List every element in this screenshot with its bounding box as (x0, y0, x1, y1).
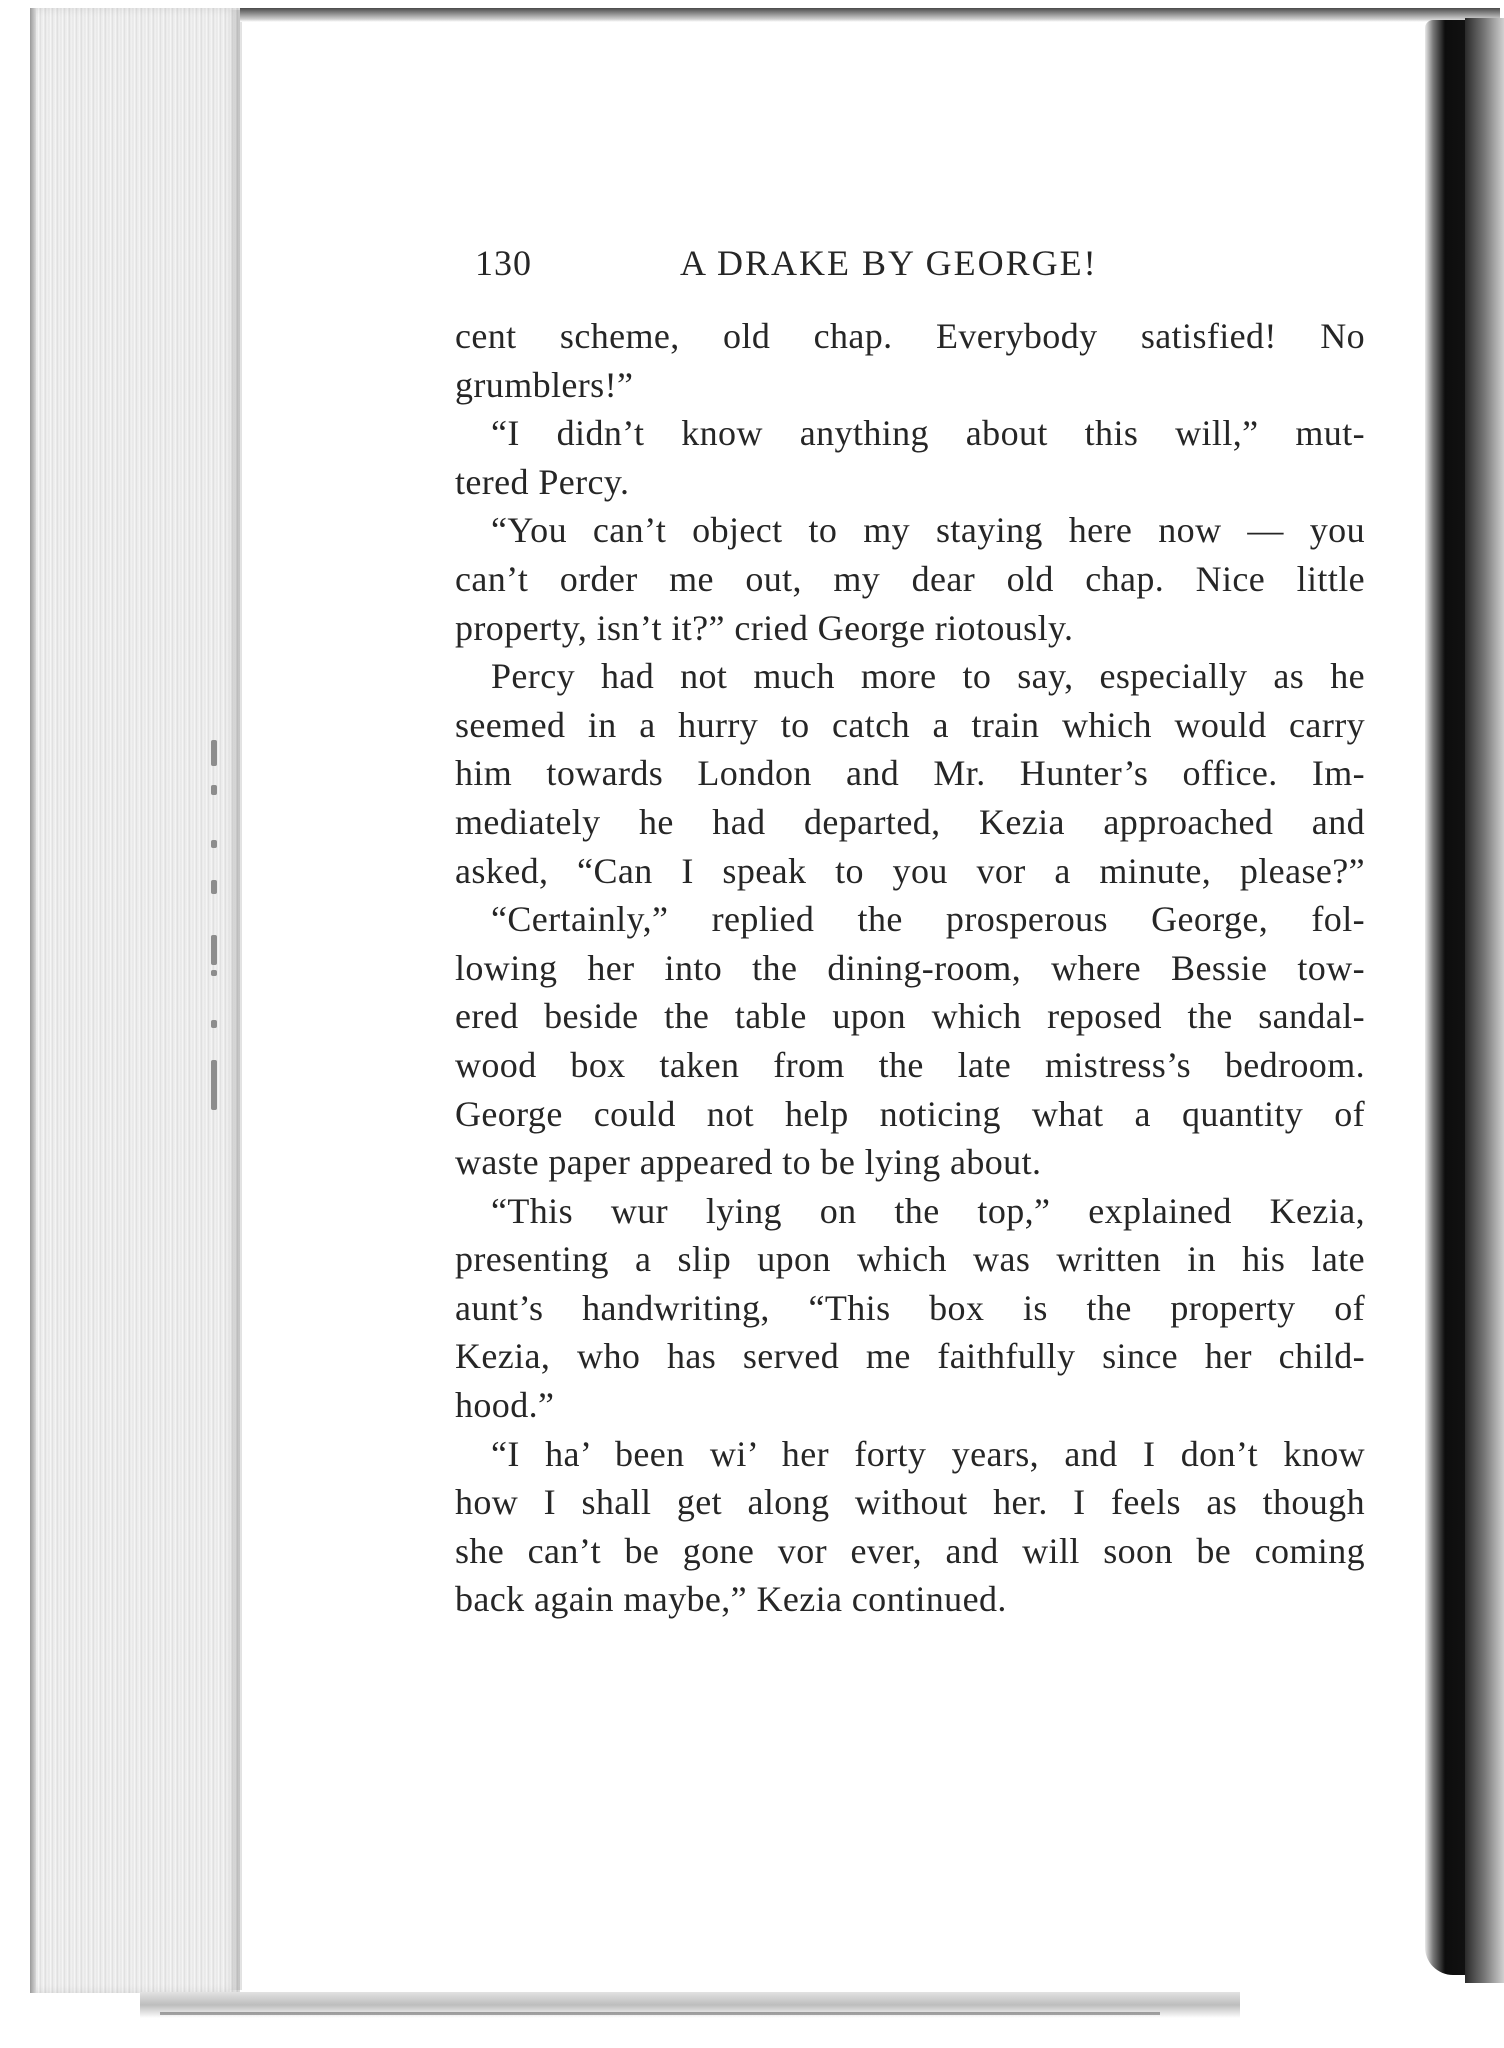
page-edge-marks (205, 730, 229, 1150)
text-line: cent scheme, old chap. Everybody satisfied! No (455, 316, 1365, 356)
paragraph (455, 652, 1365, 895)
text-line: lowing her into the dining-room, where Bessie tow- (455, 947, 1365, 988)
bottom-edge-line (160, 2012, 1160, 2015)
paragraph (455, 1430, 1365, 1624)
text-line: wood box taken from the late mistress’s bedroom. (455, 1044, 1365, 1085)
text-line: hood.” (455, 1385, 555, 1426)
paragraph (455, 312, 1365, 409)
text-line: asked, “Can I speak to you vor a minute, please?” (455, 850, 1365, 891)
text-line: presenting a slip upon which was written in his late (455, 1239, 1365, 1280)
book-left-edge (30, 8, 36, 1993)
gutter-shadow (228, 10, 242, 1990)
running-title: A DRAKE BY GEORGE! (680, 243, 1098, 283)
paragraph (455, 409, 1365, 506)
paragraph (455, 506, 1365, 652)
text-line: she can’t be gone vor ever, and will soon be coming (455, 1530, 1365, 1571)
page-text-block (455, 228, 1365, 1624)
text-line: George could not help noticing what a quantity of (455, 1093, 1365, 1134)
text-line: can’t order me out, my dear old chap. Nice little (455, 558, 1365, 599)
text-line: waste paper appeared to be lying about. (455, 1142, 1042, 1183)
running-header (455, 228, 1365, 298)
text-line: seemed in a hurry to catch a train which would carry (455, 704, 1365, 745)
top-page-edge (240, 8, 1500, 22)
text-line: him towards London and Mr. Hunter’s office. Im- (455, 753, 1365, 794)
text-line: “This wur lying on the top,” explained Kezia, (491, 1190, 1365, 1231)
paragraph (455, 1187, 1365, 1430)
text-line: “Certainly,” replied the prosperous George, fol- (491, 899, 1365, 940)
text-line: mediately he had departed, Kezia approached and (455, 801, 1365, 842)
text-line: aunt’s handwriting, “This box is the property of (455, 1287, 1365, 1328)
text-line: Kezia, who has served me faithfully since her child- (455, 1336, 1365, 1377)
text-line: Percy had not much more to say, especially as he (491, 656, 1365, 697)
right-page-edge (1465, 18, 1504, 1983)
text-line: “I ha’ been wi’ her forty years, and I don’t know (491, 1433, 1365, 1474)
text-line: back again maybe,” Kezia continued. (455, 1579, 1007, 1620)
text-line: ered beside the table upon which reposed the sandal- (455, 996, 1365, 1037)
page-number: 130 (475, 243, 532, 283)
text-line: property, isn’t it?” cried George riotously. (455, 607, 1074, 648)
text-line: tered Percy. (455, 461, 630, 502)
text-line: “I didn’t know anything about this will,” mut- (491, 413, 1365, 454)
text-line: grumblers!” (455, 364, 634, 405)
paragraph (455, 895, 1365, 1187)
text-line: how I shall get along without her. I feels as though (455, 1482, 1365, 1523)
text-line: “You can’t object to my staying here now — you (491, 510, 1365, 551)
body-text (455, 312, 1365, 1624)
